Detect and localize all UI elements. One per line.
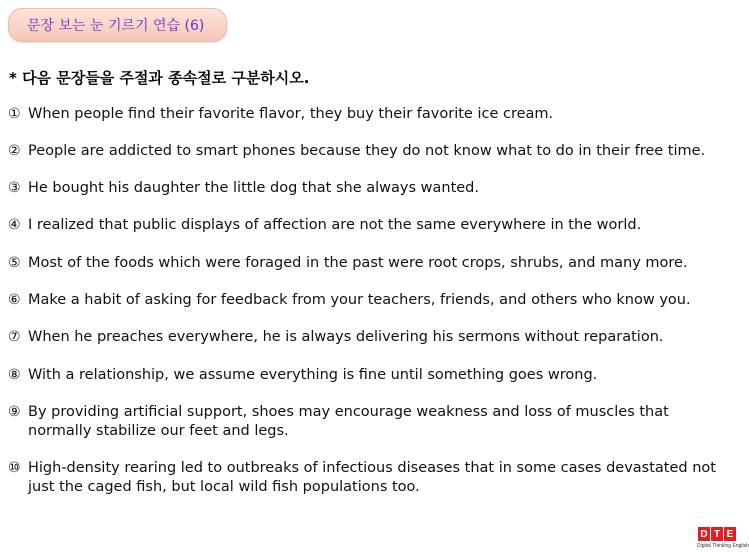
list-item [8, 328, 728, 347]
logo-letter: T [711, 527, 723, 541]
list-item [8, 142, 728, 161]
instruction: * 다음 문장들을 주절과 종속절로 구분하시오. [9, 69, 310, 87]
item-number: ③ [8, 180, 21, 196]
item-number: ⑤ [8, 255, 21, 271]
item-number: ⑧ [8, 367, 21, 383]
list-item [8, 179, 728, 198]
item-text: He bought his daughter the little dog that she always wanted. [28, 180, 479, 196]
page-title: 문장 보는 눈 기르기 연습 (6) [27, 18, 205, 34]
item-number: ① [8, 106, 21, 122]
item-text: People are addicted to smart phones because they do not know what to do in their free time. [28, 143, 706, 159]
dte-logo [697, 527, 749, 553]
item-number: ② [8, 143, 21, 159]
list-item [8, 403, 728, 441]
item-text: By providing artificial support, shoes may encourage weakness and loss of muscles that normally stabilize our feet and legs. [28, 404, 669, 439]
list-item [8, 366, 728, 385]
item-text: With a relationship, we assume everything is fine until something goes wrong. [28, 367, 598, 383]
item-text: Most of the foods which were foraged in the past were root crops, shrubs, and many more. [28, 255, 688, 271]
logo-letter: D [698, 527, 710, 541]
item-number: ⑥ [8, 292, 21, 308]
item-number: ⑦ [8, 329, 21, 345]
item-number: ⑩ [8, 460, 21, 476]
item-number: ④ [8, 217, 21, 233]
list-item [8, 459, 728, 497]
list-item [8, 105, 728, 124]
logo-subtitle: Digital Thinking English [697, 543, 749, 549]
item-text: I realized that public displays of affection are not the same everywhere in the world. [28, 217, 642, 233]
item-text: When he preaches everywhere, he is always delivering his sermons without reparation. [28, 329, 664, 345]
item-text: Make a habit of asking for feedback from your teachers, friends, and others who know you. [28, 292, 691, 308]
logo-letter: E [724, 527, 736, 541]
item-text: When people find their favorite flavor, they buy their favorite ice cream. [28, 106, 554, 122]
item-text: High-density rearing led to outbreaks of infectious diseases that in some cases devastated not just the caged fish, but local wild fish populations too. [28, 460, 716, 495]
item-number: ⑨ [8, 404, 21, 420]
title-badge [8, 8, 227, 42]
list-item [8, 216, 728, 235]
list-item [8, 291, 728, 310]
list-item [8, 254, 728, 273]
